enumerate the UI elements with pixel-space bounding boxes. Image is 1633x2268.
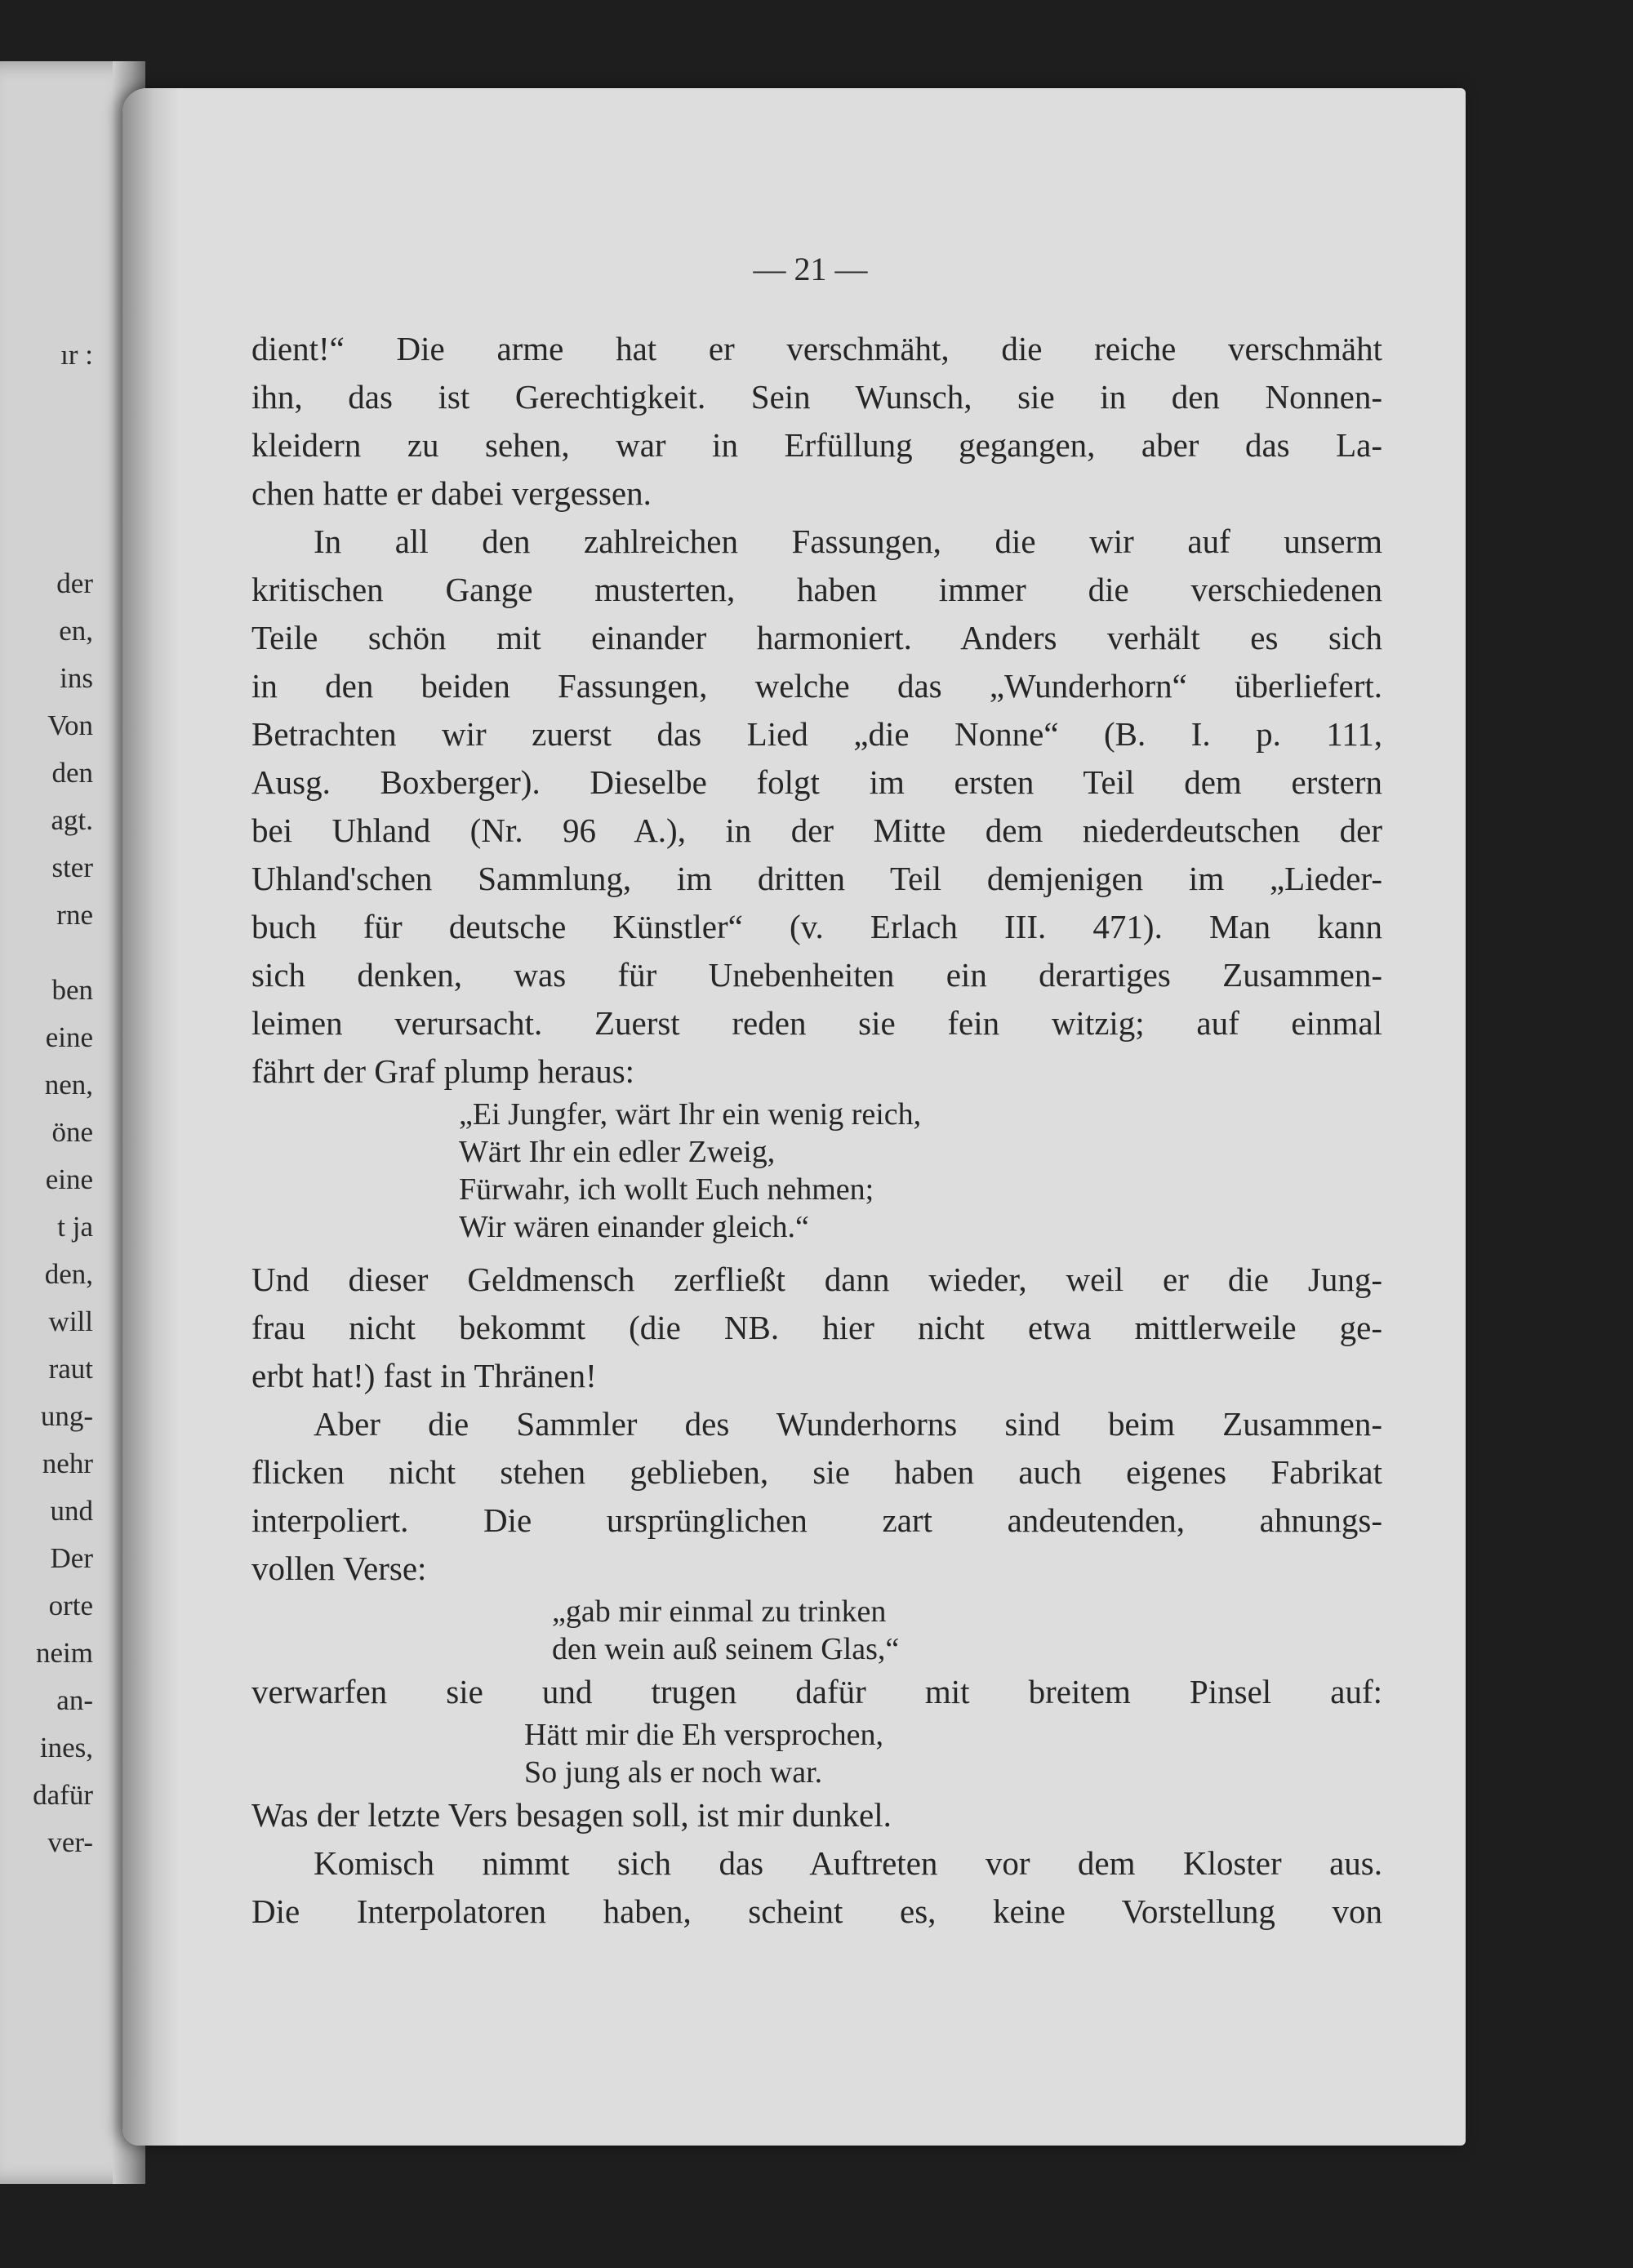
text-line: Die Interpolatoren haben, scheint es, keine Vorstellung von bbox=[251, 1892, 1382, 1930]
verse-line: So jung als er noch war. bbox=[524, 1755, 823, 1790]
text-line: fährt der Graf plump heraus: bbox=[251, 1052, 635, 1090]
left-page-fragment: ver- bbox=[47, 1826, 93, 1858]
page-number: — 21 — bbox=[753, 251, 868, 287]
left-page-fragment: agt. bbox=[51, 804, 93, 836]
left-page-fragment: nehr bbox=[42, 1448, 93, 1479]
text-line: buch für deutsche Künstler“ (v. Erlach III. 471). Man kann bbox=[251, 908, 1382, 945]
text-line: in den beiden Fassungen, welche das „Wunderhorn“ überliefert. bbox=[251, 667, 1382, 705]
text-line: Uhland'schen Sammlung, im dritten Teil demjenigen im „Lieder- bbox=[251, 860, 1382, 897]
verse-line: den wein auß seinem Glas,“ bbox=[552, 1632, 900, 1666]
left-page-fragment: ır : bbox=[60, 339, 93, 371]
left-page-fragment: raut bbox=[48, 1353, 93, 1385]
left-page-fragment: den, bbox=[44, 1258, 93, 1290]
left-page-fragment: an- bbox=[56, 1684, 93, 1716]
text-line: Und dieser Geldmensch zerfließt dann wieder, weil er die Jung- bbox=[251, 1261, 1382, 1298]
text-line: vollen Verse: bbox=[251, 1550, 427, 1587]
left-page-fragment: ster bbox=[51, 852, 93, 883]
left-page-fragment: t ja bbox=[57, 1211, 93, 1243]
text-line: sich denken, was für Unebenheiten ein derartiges Zusammen- bbox=[251, 956, 1382, 994]
book-page bbox=[122, 88, 1466, 2146]
left-page-fragment: ines, bbox=[39, 1732, 93, 1763]
page-gutter-shadow bbox=[122, 88, 180, 2146]
verse-line: Wärt Ihr ein edler Zweig, bbox=[459, 1135, 776, 1169]
left-page-fragment: der bbox=[56, 567, 93, 599]
verse-line: Fürwahr, ich wollt Euch nehmen; bbox=[459, 1172, 874, 1207]
text-line: Aber die Sammler des Wunderhorns sind beim Zusammen- bbox=[314, 1405, 1382, 1443]
text-line: interpoliert. Die ursprünglichen zart andeutenden, ahnungs- bbox=[251, 1501, 1382, 1539]
left-page-fragment: rne bbox=[56, 899, 93, 931]
left-page-fragment: neim bbox=[36, 1637, 93, 1669]
left-page-fragment: en, bbox=[59, 615, 93, 647]
verse-line: Hätt mir die Eh versprochen, bbox=[524, 1718, 884, 1752]
left-page-fragment: öne bbox=[51, 1116, 93, 1148]
verse-line: „gab mir einmal zu trinken bbox=[552, 1594, 887, 1629]
text-line: kritischen Gange musterten, haben immer die verschiedenen bbox=[251, 571, 1382, 608]
text-line: Was der letzte Vers besagen soll, ist mir dunkel. bbox=[251, 1796, 892, 1834]
text-line: chen hatte er dabei vergessen. bbox=[251, 474, 652, 512]
text-line: dient!“ Die arme hat er verschmäht, die reiche verschmäht bbox=[251, 330, 1382, 367]
text-line: In all den zahlreichen Fassungen, die wir auf unserm bbox=[314, 523, 1382, 560]
text-line: frau nicht bekommt (die NB. hier nicht etwa mittlerweile ge- bbox=[251, 1309, 1382, 1346]
left-page-fragment: dafür bbox=[33, 1779, 93, 1811]
text-line: erbt hat!) fast in Thränen! bbox=[251, 1357, 597, 1394]
text-line: Komisch nimmt sich das Auftreten vor dem Kloster aus. bbox=[314, 1844, 1382, 1882]
text-line: flicken nicht stehen geblieben, sie haben auch eigenes Fabrikat bbox=[251, 1453, 1382, 1491]
text-line: Ausg. Boxberger). Dieselbe folgt im ersten Teil dem erstern bbox=[251, 763, 1382, 801]
left-page-fragment: nen, bbox=[44, 1069, 93, 1101]
left-page-fragment: eine bbox=[45, 1021, 93, 1053]
left-page-fragment: Der bbox=[50, 1542, 93, 1574]
verse-line: „Ei Jungfer, wärt Ihr ein wenig reich, bbox=[459, 1097, 922, 1132]
left-page-fragment: will bbox=[48, 1305, 93, 1337]
left-page-fragment: ung- bbox=[40, 1400, 93, 1432]
text-line: kleidern zu sehen, war in Erfüllung gegangen, aber das La- bbox=[251, 426, 1382, 464]
left-page-fragment: orte bbox=[48, 1590, 93, 1621]
left-page-fragment: ben bbox=[51, 974, 93, 1006]
left-page-fragment: Von bbox=[47, 709, 93, 741]
left-page-fragment: den bbox=[51, 757, 93, 789]
text-line: Teile schön mit einander harmoniert. Anders verhält es sich bbox=[251, 619, 1382, 656]
text-line: verwarfen sie und trugen dafür mit breitem Pinsel auf: bbox=[251, 1673, 1382, 1710]
text-line: leimen verursacht. Zuerst reden sie fein witzig; auf einmal bbox=[251, 1004, 1382, 1042]
left-page-fragment: und bbox=[50, 1495, 93, 1527]
left-page-fragment: ins bbox=[60, 662, 93, 694]
verse-line: Wir wären einander gleich.“ bbox=[459, 1210, 809, 1244]
page-body bbox=[251, 325, 1382, 1936]
text-line: bei Uhland (Nr. 96 A.), in der Mitte dem niederdeutschen der bbox=[251, 812, 1382, 849]
text-line: Betrachten wir zuerst das Lied „die Nonne“ (B. I. p. 111, bbox=[251, 715, 1382, 753]
left-page-fragment: eine bbox=[45, 1163, 93, 1195]
text-line: ihn, das ist Gerechtigkeit. Sein Wunsch, sie in den Nonnen- bbox=[251, 378, 1382, 416]
